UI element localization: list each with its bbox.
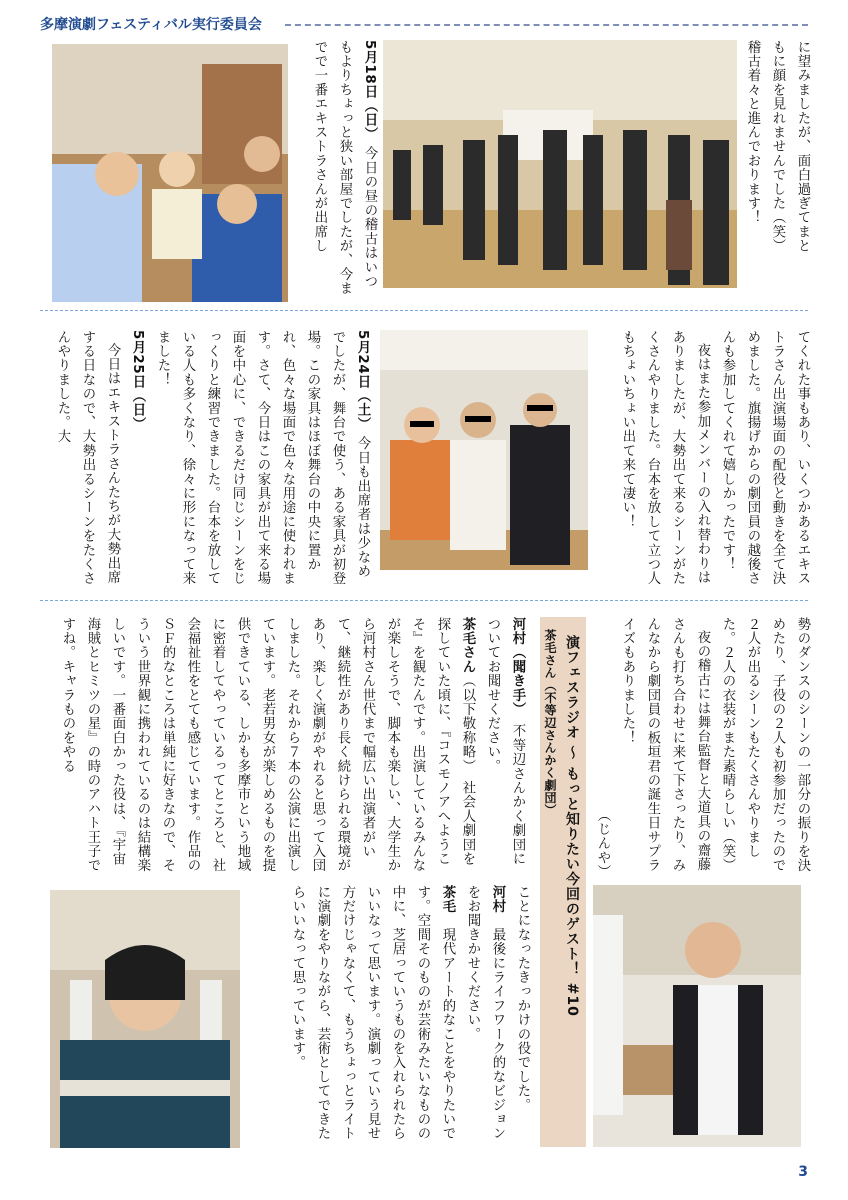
interview-text: （以下敬称略） 社会人劇団を探していた頃に、『コスモノアへようこそ』を観たんです。出演しているみんなが楽しそうで、脚本も楽しい、大学生から河村さん世代まで幅広い出演者がいて、継続性があり長く続けられる環境があり、楽しく演劇がやれると思って入団しました。それから７本の公演に出演しています。老若男女が楽しめるものを提供できている、しかも多摩市という地域に密着してやっているってところと、社会福祉性をとても感じています。作品のＳＦ的なところは単純に好きなので、そういう世界観に携われているのは結構楽しいです。一番面白かった役は、『宇宙海賊とヒミツの星』の時のアハト王子ですね。キャラものをやる	[60, 617, 475, 873]
paragraph: 夜はまた参加メンバーの入れ替わりはありましたが、大勢出て来るシーンがたくさんやりました。台本を放して立つ人もちょいちょい出て来て凄い！	[620, 330, 710, 586]
photo-guest-eating	[593, 885, 801, 1147]
entry-date: 5月18日（日）	[362, 40, 377, 142]
entry-date: 5月24日（土）	[355, 330, 370, 432]
article-column-mid-left	[55, 330, 375, 592]
section-divider	[40, 600, 808, 601]
photo-dramatic-pose	[50, 890, 240, 1148]
article-column-top-left	[292, 40, 382, 302]
paragraph: 勢のダンスのシーンの一部分の振りを決めたり、子役の２人も初参加だったので２人が出るシーンもたくさんやりました。２人の衣装がまた素晴らしい（笑）	[720, 617, 810, 873]
radio-title: 演フェスラジオ ～ もっと知りたい今回のゲスト！ #10	[564, 635, 580, 1017]
org-name: 多摩演劇フェスティバル実行委員会	[40, 17, 262, 33]
text-line: もに顔を見れませんでした（笑）	[770, 40, 785, 253]
article-column-mid-right	[593, 330, 815, 592]
interview-text: 不等辺さんかく劇団についてお聞せください。	[485, 617, 525, 866]
radio-guest: 茶毛さん（不等辺さんかく劇団）	[543, 629, 557, 817]
entry-body: 今日はエキストラさんたちが大勢出席する日なので、大勢出るシーンをたくさんやりました。大	[55, 330, 120, 586]
page-number: 3	[798, 1164, 808, 1180]
interview-column-bottom	[245, 885, 535, 1147]
interview-text: ことになったきっかけの役でした。	[515, 885, 530, 1113]
text-line: に望みましたが、面白過ぎてまと	[795, 40, 810, 253]
speaker-name: 河村	[490, 885, 505, 914]
speaker-name: 河村（聞き手）	[510, 617, 525, 710]
interview-column-top	[60, 617, 530, 879]
speaker-name: 茶毛	[440, 885, 455, 914]
header-rule	[285, 24, 808, 26]
text-line: 稽古着々と進んでおります！	[745, 40, 760, 225]
entry-date: 5月25日（日）	[130, 330, 145, 432]
photo-group-pose	[52, 44, 288, 302]
speaker-name: 茶毛さん	[460, 617, 475, 674]
paragraph: てくれた事もあり、いくつかあるエキストラさん出演場面の配役と動きを全て決めました。旗揚げからの劇団員の越後さんも参加してくれて嬉しかったです！	[720, 330, 810, 586]
interview-text: 現代アート的なことをやりたいです。空間そのものが芸術みたいなものの中に、芝居っていうものを入れられたらいいなって思います。演劇っていう見せ方だけじゃなくて、もうちょっとライトに演劇をやりながら、芸術としてできたらいいなって思っています。	[290, 885, 455, 1141]
entry-body: 今日の昼の稽古はいつもよりちょっと狭い部屋でしたが、今までで一番エキストラさんが出席し	[312, 40, 377, 296]
entry-body: 今日も出席者は少なめでしたが、舞台で使う、ある家具が初登場。この家具はほぼ舞台の中央に置かれ、色々な場面で色々な用途に使われます。さて、今日はこの家具が出て来る場面を中心に、できるだけ同じシーンをじっくりと練習できました。台本を放している人も多くなり、徐々に形になって来ました！	[155, 330, 370, 586]
section-divider	[40, 310, 808, 311]
author-signature: （じんや）	[595, 808, 610, 879]
paragraph: 夜の稽古には舞台監督と大道具の齋藤さんも打ち合わせに来て下さったり、みんなから劇団員の板垣君の誕生日サプライズもありました！	[620, 617, 710, 873]
photo-rehearsal-room	[383, 40, 737, 288]
interview-text: 最後にライフワーク的なビジョンをお聞きかせください。	[465, 885, 505, 1141]
photo-sunglasses-trio	[380, 330, 588, 570]
radio-feature-band	[540, 617, 586, 1147]
article-column-top-right	[735, 40, 815, 302]
article-column-low-right	[593, 617, 815, 879]
